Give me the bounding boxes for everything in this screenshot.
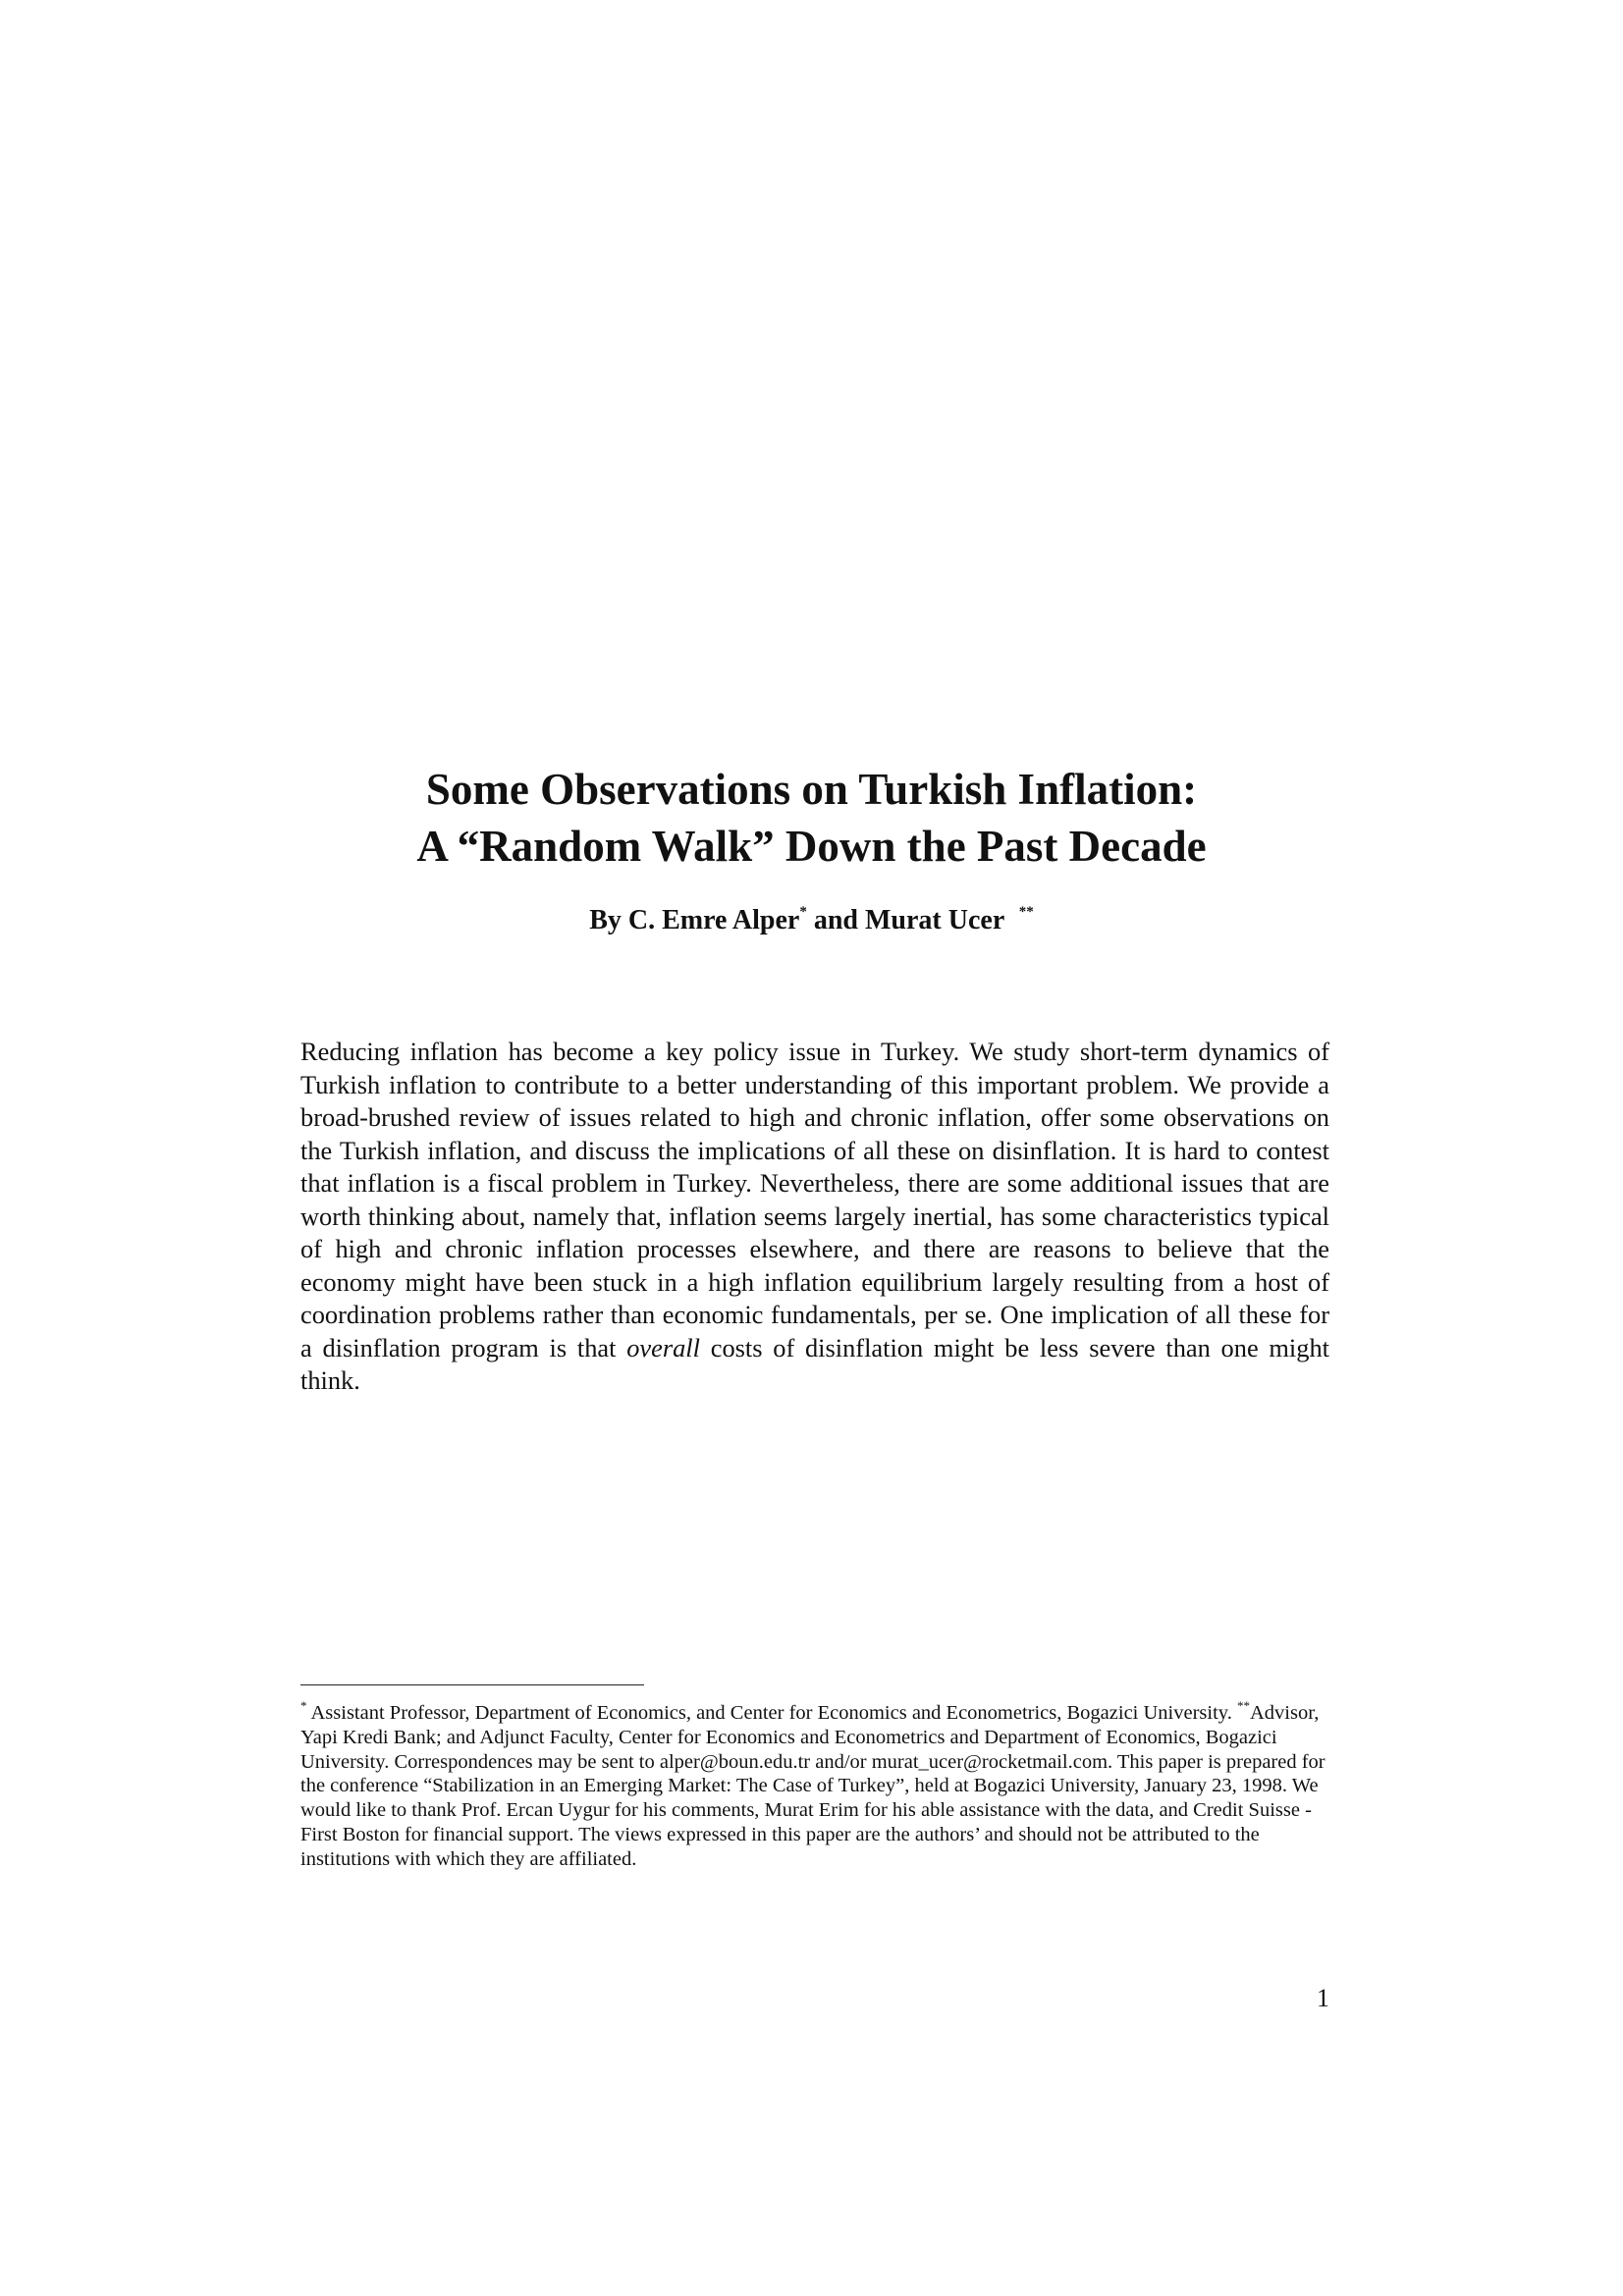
author-byline xyxy=(245,901,1378,940)
abstract-emphasis: overall xyxy=(626,1332,700,1362)
footnote-separator xyxy=(300,1684,644,1685)
footnote-text-1: Assistant Professor, Department of Economics, and Center for Economics and Econometrics, Bogazici University. xyxy=(306,1702,1237,1724)
page-number: 1 xyxy=(1317,1984,1329,2012)
author-2-footnote-marker: ** xyxy=(1018,904,1034,920)
title-line-2: A “Random Walk” Down the Past Decade xyxy=(416,822,1207,871)
author-footnote xyxy=(300,1698,1329,1872)
byline-author-2: and Murat Ucer xyxy=(806,905,1011,935)
abstract-text-end: costs of disinflation might be less severe than one might think. xyxy=(300,1332,1329,1395)
author-1-footnote-marker: * xyxy=(799,904,807,920)
paper-title xyxy=(245,761,1378,875)
title-line-1: Some Observations on Turkish Inflation: xyxy=(425,765,1198,814)
abstract-paragraph xyxy=(300,1036,1329,1398)
byline-author-1: By C. Emre Alper xyxy=(589,905,800,935)
footnote-text-2: Advisor, Yapi Kredi Bank; and Adjunct Faculty, Center for Economics and Econometrics and Department of Economics, Bogazici University. Correspondences may be sent to alper@boun.edu.tr and/or murat_ucer@rocketmail.com. This paper is prepared for the conference “Stabilization in an Emerging Market: The Case of Turkey”, held at Bogazici University, January 23, 1998. We would like to thank Prof. Ercan Uygur for his comments, Murat Erim for his able assistance with the data, and Credit Suisse - First Boston for financial support. The views expressed in this paper are the authors’ and should not be attributed to the institutions with which they are affiliated. xyxy=(300,1702,1325,1870)
footnote-marker-1: * xyxy=(300,1698,307,1713)
footnote-marker-2: ** xyxy=(1236,1698,1250,1713)
abstract-text-start: Reducing inflation has become a key policy issue in Turkey. We study short-term dynamics of Turkish inflation to contribute to a better understanding of this important problem. We provide a broad-brushed review of issues related to high and chronic inflation, offer some observations on the Turkish inflation, and discuss the implications of all these on disinflation. It is hard to contest that inflation is a fiscal problem in Turkey. Nevertheless, there are some additional issues that are worth thinking about, namely that, inflation seems largely inertial, has some characteristics typical of high and chronic inflation processes elsewhere, and there are reasons to believe that the economy might have been stuck in a high inflation equilibrium largely resulting from a host of coordination problems rather than economic fundamentals, per se. One implication of all these for a disinflation program is that xyxy=(300,1037,1329,1362)
